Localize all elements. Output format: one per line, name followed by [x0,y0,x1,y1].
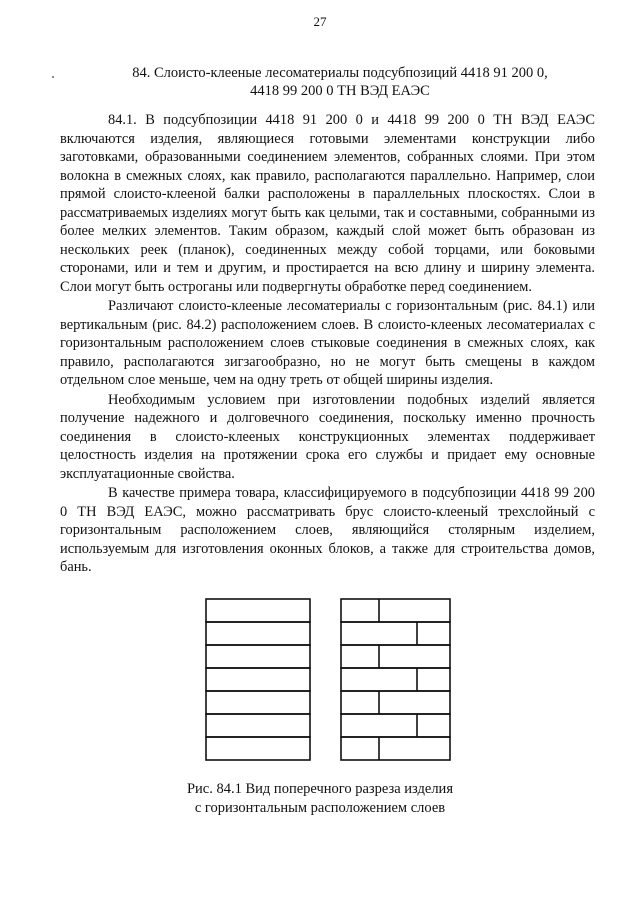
scan-speck [52,76,54,78]
solid-layer [206,668,310,691]
paragraph-example: В качестве примера товара, классифицируемого в подсубпозиции 4418 99 200 0 ТН ВЭД ЕАЭС, можно рассматривать брус слоисто-клееный трехслойный с горизонтальным расположением слоев, являющийся столярным изделием, используемым для изготовления оконных блоков, а также для строительства домов, бань. [60,485,595,575]
caption-line-1: Рис. 84.1 Вид поперечного разреза изделия [186,781,453,797]
jointed-layer [341,622,450,645]
jointed-layer [341,737,450,760]
jointed-layer [341,714,450,737]
solid-layer [206,622,310,645]
heading-line-2: 4418 99 200 0 ТН ВЭД ЕАЭС [250,83,430,99]
jointed-layer [341,691,450,714]
page-number: 27 [313,14,327,29]
solid-layer [206,645,310,668]
section-heading [60,64,620,100]
heading-line-1: 84. Слоисто-клееные лесоматериалы подсубпозиций 4418 91 200 0, [132,65,548,81]
paragraph-condition: Необходимым условием при изготовлении подобных изделий является получение надежного и долговечного соединения, поскольку именно прочность соединения в слоисто-клееных конструкционных элементах поддерживает целостность изделия на протяжении срока его службы и придает ему основные эксплуатационные свойства. [60,391,595,482]
paragraph-84-1: 84.1. В подсубпозиции 4418 91 200 0 и 4418 99 200 0 ТН ВЭД ЕАЭС включаются изделия, являющиеся готовыми элементами конструкции либо заготовками, образованными соединением элементов, собранных слоями. При этом волокна в смежных слоях, как правило, располагаются параллельно. Например, слои прямой слоисто-клееной балки расположены в параллельных плоскостях. Слои в рассматриваемых изделиях могут быть как целыми, так и составными, собранными из более мелких элементов. Таким образом, каждый слой может быть образован из нескольких реек (планок), соединенных между собой торцами, или боковыми сторонами, или и тем и другим, и простирается на всю длину и ширину элемента. Слои могут быть остроганы или подвергнуты обработке перед соединением. [60,112,595,295]
caption-line-2: с горизонтальным расположением слоев [194,800,446,816]
jointed-layer [341,668,450,691]
solid-layers-block [206,599,310,760]
jointed-layers-block [341,599,450,760]
solid-layer [206,714,310,737]
figure-caption [0,780,640,818]
jointed-layer [341,599,450,622]
solid-layer [206,737,310,760]
solid-layer [206,691,310,714]
body-text [60,111,595,577]
solid-layer [206,599,310,622]
cross-section-drawing [0,593,640,773]
jointed-layer [341,645,450,668]
paragraph-types: Различают слоисто-клееные лесоматериалы с горизонтальным (рис. 84.1) или вертикальным (рис. 84.2) расположением слоев. В слоисто-клееных лесоматериалах с горизонтальным расположением слоев стыковые соединения в смежных слоях, как правило, располагаются зигзагообразно, но не могут быть смещены в каждом отдельном слое меньше, чем на одну треть от общей ширины изделия. [60,298,595,388]
figure-84-1 [0,593,640,773]
